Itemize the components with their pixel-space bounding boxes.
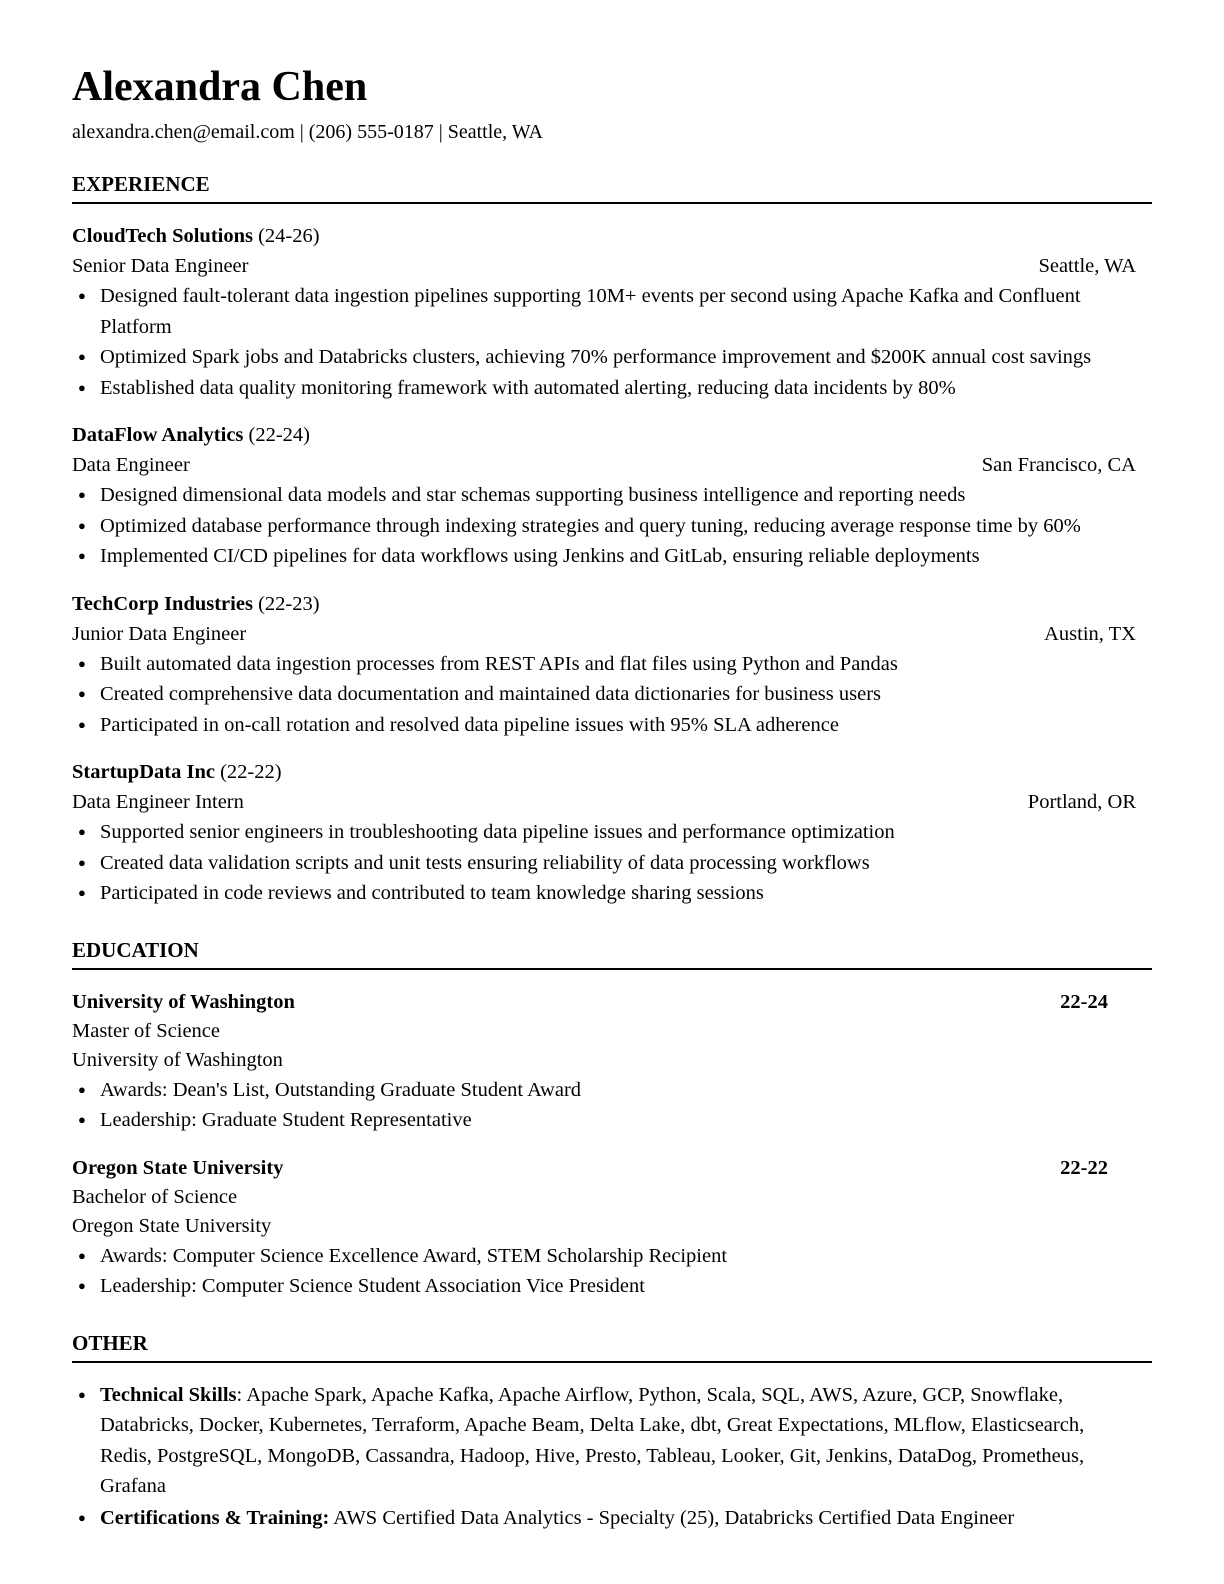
degree: Bachelor of Science (72, 1185, 238, 1208)
bullet-marker: ● (78, 824, 86, 840)
bullet-marker: ● (78, 716, 86, 732)
bullet-marker: ● (78, 487, 86, 503)
education-entry (72, 987, 1152, 1136)
company-dates: (24-26) (258, 225, 320, 248)
bullet-item: ● Created data validation scripts and unit tests ensuring reliability of data processing workflows (72, 848, 1152, 879)
bullet-marker: ● (78, 1509, 86, 1525)
bullet-list (72, 817, 1152, 909)
location: Portland, OR (1027, 791, 1136, 814)
bullet-item: ● Designed fault-tolerant data ingestion pipelines supporting 10M+ events per second using Apache Kafka and Confluent Platform (72, 281, 1152, 342)
experience-entry (72, 757, 1152, 909)
bullet-marker: ● (78, 1081, 86, 1097)
experience-entry (72, 221, 1152, 403)
bullet-item: ● Supported senior engineers in troubleshooting data pipeline issues and performance optimization (72, 817, 1152, 848)
role-location-row (72, 787, 1152, 817)
other-section-heading: OTHER (72, 1331, 1152, 1363)
bullet-item: ● Implemented CI/CD pipelines for data workflows using Jenkins and GitLab, ensuring reliable deployments (72, 541, 1152, 572)
role-title: Junior Data Engineer (72, 622, 247, 645)
bullet-marker: ● (78, 517, 86, 533)
bullet-list (72, 480, 1152, 572)
education-dates: 22-22 (1060, 1156, 1108, 1179)
location: Austin, TX (1044, 622, 1136, 645)
bullet-marker: ● (78, 1386, 86, 1402)
company-line (72, 420, 1152, 450)
bullet-list (72, 649, 1152, 741)
bullet-item: ● Awards: Computer Science Excellence Award, STEM Scholarship Recipient (72, 1241, 1152, 1272)
bullet-list (72, 281, 1152, 403)
bullet-marker: ● (78, 854, 86, 870)
company-name: DataFlow Analytics (72, 424, 244, 447)
candidate-name: Alexandra Chen (72, 64, 368, 110)
school-row (72, 1153, 1152, 1183)
bullet-marker: ● (78, 548, 86, 564)
bullet-marker: ● (78, 1247, 86, 1263)
certifications-text: Certifications & Training: AWS Certified Data Analytics - Specialty (25), Databricks Certified Data Engineer (100, 1506, 1015, 1529)
role-location-row (72, 251, 1152, 281)
institution: Oregon State University (72, 1214, 272, 1237)
education-section-heading: EDUCATION (72, 938, 1152, 970)
location: Seattle, WA (1038, 255, 1136, 278)
bullet-item: ● Leadership: Graduate Student Representative (72, 1105, 1152, 1136)
skills-label: Technical Skills (100, 1383, 237, 1406)
bullet-marker: ● (78, 655, 86, 671)
experience-entry (72, 589, 1152, 741)
bullet-marker: ● (78, 1112, 86, 1128)
bullet-item (72, 1503, 1152, 1534)
bullet-item (72, 1380, 1152, 1502)
bullet-item: ● Participated in on-call rotation and resolved data pipeline issues with 95% SLA adherence (72, 710, 1152, 741)
bullet-marker: ● (78, 1278, 86, 1294)
bullet-item: ● Leadership: Computer Science Student Association Vice President (72, 1271, 1152, 1302)
bullet-item: ● Optimized database performance through indexing strategies and query tuning, reducing average response time by 60% (72, 511, 1152, 542)
location: San Francisco, CA (981, 454, 1136, 477)
bullet-item: ● Designed dimensional data models and star schemas supporting business intelligence and reporting needs (72, 480, 1152, 511)
bullet-marker: ● (78, 288, 86, 304)
role-location-row (72, 450, 1152, 480)
company-line (72, 221, 1152, 251)
company-name: StartupData Inc (72, 761, 215, 784)
school-name: Oregon State University (72, 1156, 284, 1179)
skills-text: Technical Skills: Apache Spark, Apache Kafka, Apache Airflow, Python, Scala, SQL, AWS, Azure, GCP, Snowflake, Databricks, Docker, Kubernetes, Terraform, Apache Beam, Delta Lake, dbt, Great Expectations, MLflow, Elasticsearch, Redis, PostgreSQL, MongoDB, Cassandra, Hadoop, Hive, Presto, Tableau, Looker, Git, Jenkins, DataDog, Prometheus, Grafana (100, 1383, 1085, 1498)
company-line (72, 757, 1152, 787)
contact-line: alexandra.chen@email.com | (206) 555-0187 | Seattle, WA (72, 121, 543, 144)
bullet-list (72, 1241, 1152, 1302)
bullet-item: ● Created comprehensive data documentation and maintained data dictionaries for business users (72, 679, 1152, 710)
degree: Master of Science (72, 1019, 220, 1042)
bullet-marker: ● (78, 885, 86, 901)
bullet-marker: ● (78, 379, 86, 395)
company-dates: (22-22) (220, 761, 282, 784)
bullet-marker: ● (78, 686, 86, 702)
bullet-item: ● Awards: Dean's List, Outstanding Graduate Student Award (72, 1075, 1152, 1106)
bullet-list (72, 1075, 1152, 1136)
company-name: TechCorp Industries (72, 592, 253, 615)
education-dates: 22-24 (1060, 990, 1108, 1013)
other-entry (72, 1380, 1152, 1534)
school-row (72, 987, 1152, 1017)
bullet-item: ● Optimized Spark jobs and Databricks clusters, achieving 70% performance improvement and $200K annual cost savings (72, 342, 1152, 373)
bullet-item: ● Participated in code reviews and contributed to team knowledge sharing sessions (72, 878, 1152, 909)
company-dates: (22-24) (248, 424, 311, 447)
company-name: CloudTech Solutions (72, 225, 253, 248)
role-title: Data Engineer Intern (72, 791, 244, 814)
bullet-marker: ● (78, 349, 86, 365)
institution: University of Washington (72, 1048, 283, 1071)
experience-entry (72, 420, 1152, 572)
role-location-row (72, 619, 1152, 649)
bullet-item: ● Built automated data ingestion processes from REST APIs and flat files using Python and Pandas (72, 649, 1152, 680)
company-line (72, 589, 1152, 619)
role-title: Senior Data Engineer (72, 255, 249, 278)
education-entry (72, 1153, 1152, 1302)
company-dates: (22-23) (258, 592, 320, 615)
experience-section-heading: EXPERIENCE (72, 172, 1152, 204)
role-title: Data Engineer (72, 454, 190, 477)
bullet-item: ● Established data quality monitoring framework with automated alerting, reducing data incidents by 80% (72, 373, 1152, 404)
certifications-label: Certifications & Training: (100, 1506, 330, 1529)
school-name: University of Washington (72, 990, 295, 1013)
